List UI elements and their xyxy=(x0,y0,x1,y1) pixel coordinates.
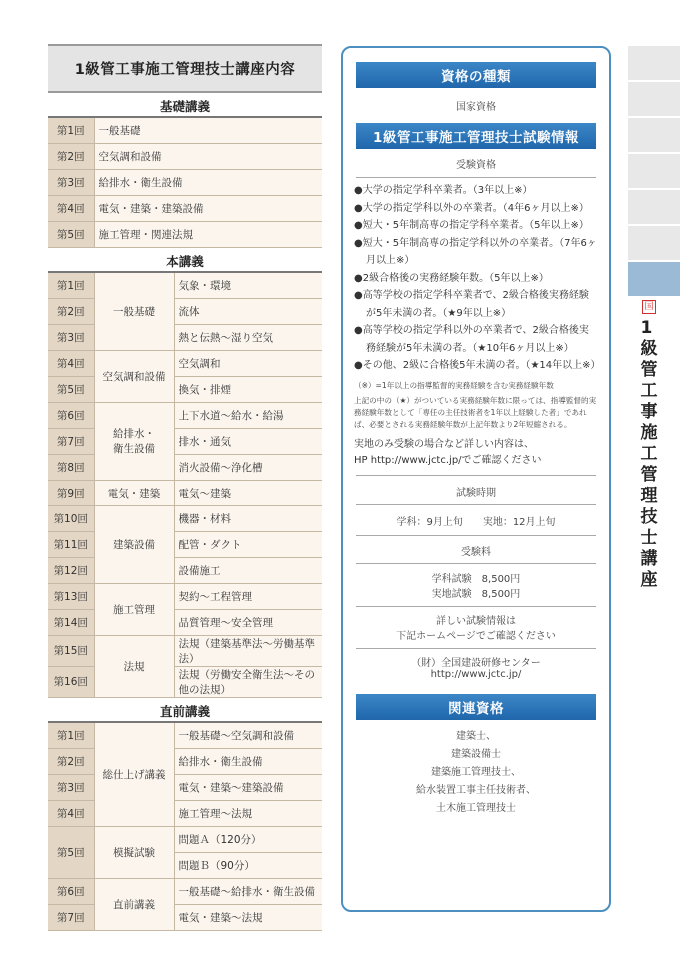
table-row xyxy=(48,170,322,196)
table-row xyxy=(48,532,322,558)
jicchi-url-line[interactable]: HP http://www.jctc.jp/でご確認ください xyxy=(354,454,542,466)
subject-group: 模擬試験 xyxy=(94,826,174,878)
side-title-char: 工 xyxy=(640,444,658,464)
hon-heading: 本講義 xyxy=(48,250,322,273)
session-topic: 施工管理・関連法規 xyxy=(94,222,322,248)
exam-info-panel xyxy=(341,46,611,912)
session-topic: 問題Ａ（120分） xyxy=(174,826,322,852)
session-number: 第5回 xyxy=(48,377,94,403)
session-topic: 消火設備～浄化槽 xyxy=(174,454,322,480)
national-badge-icon: 国 xyxy=(642,300,656,314)
index-tabs xyxy=(628,46,680,298)
side-title-char: 級 xyxy=(640,339,658,359)
session-topic: 空気調和 xyxy=(174,351,322,377)
side-title-char: 管 xyxy=(640,465,658,485)
chokuzen-heading: 直前講義 xyxy=(48,700,322,723)
table-row xyxy=(48,610,322,636)
side-title-char: 管 xyxy=(640,360,658,380)
list-item: 建築設備士 xyxy=(451,748,501,760)
side-title xyxy=(632,300,666,591)
session-topic: 電気～建築 xyxy=(174,480,322,506)
subject-group: 総仕上げ講義 xyxy=(94,723,174,827)
session-topic: 契約～工程管理 xyxy=(174,584,322,610)
index-tab[interactable] xyxy=(628,226,680,260)
session-topic: 問題Ｂ（90分） xyxy=(174,852,322,878)
session-number: 第11回 xyxy=(48,532,94,558)
side-title-char: 座 xyxy=(640,570,658,590)
table-row xyxy=(48,723,322,749)
table-row xyxy=(48,325,322,351)
side-title-char: 工 xyxy=(640,381,658,401)
session-topic: 法規（労働安全衛生法～その他の法規） xyxy=(174,666,322,697)
session-number: 第8回 xyxy=(48,454,94,480)
list-item: ●短大・5年制高専の指定学科以外の卒業者。（7年6ヶ月以上※） xyxy=(354,237,597,266)
session-topic: 配管・ダクト xyxy=(174,532,322,558)
table-row xyxy=(48,118,322,144)
subject-group: 建築設備 xyxy=(94,506,174,584)
session-number: 第9回 xyxy=(48,480,94,506)
table-row xyxy=(48,402,322,428)
kiso-heading: 基礎講義 xyxy=(48,95,322,118)
session-number: 第6回 xyxy=(48,402,94,428)
side-title-char: 1 xyxy=(640,318,653,338)
session-topic: 流体 xyxy=(174,299,322,325)
session-topic: 施工管理～法規 xyxy=(174,801,322,827)
qualification-type-heading: 資格の種類 xyxy=(356,62,596,88)
table-row xyxy=(48,801,322,827)
table-row xyxy=(48,584,322,610)
index-tab-active[interactable] xyxy=(628,262,680,296)
index-tab[interactable] xyxy=(628,118,680,152)
eligibility-label: 受験資格 xyxy=(456,160,496,171)
subject-group: 直前講義 xyxy=(94,878,174,930)
session-number: 第16回 xyxy=(48,666,94,697)
table-row xyxy=(48,351,322,377)
exam-fee-label: 受験料 xyxy=(461,546,491,558)
exam-info-heading: 1級管工事施工管理技士試験情報 xyxy=(356,123,596,149)
footnote: （※）=1年以上の指導監督的実務経験を含む実務経験年数 xyxy=(354,380,554,390)
table-row xyxy=(48,506,322,532)
session-topic: 給排水・衛生設備 xyxy=(94,170,322,196)
session-number: 第5回 xyxy=(48,222,94,248)
side-title-char: 講 xyxy=(640,549,658,569)
session-number: 第2回 xyxy=(48,749,94,775)
session-topic: 排水・通気 xyxy=(174,428,322,454)
list-item: ●高等学校の指定学科以外の卒業者で、2級合格後実務経験が5年未満の者。（★10年6ヶ月以上※） xyxy=(354,325,589,354)
session-number: 第4回 xyxy=(48,351,94,377)
subject-group: 法規 xyxy=(94,635,174,697)
session-number: 第10回 xyxy=(48,506,94,532)
session-number: 第4回 xyxy=(48,801,94,827)
session-topic: 一般基礎～空気調和設備 xyxy=(174,723,322,749)
session-topic: 電気・建築～建築設備 xyxy=(174,775,322,801)
session-topic: 法規（建築基準法～労働基準法） xyxy=(174,635,322,666)
session-topic: 電気・建築・建築設備 xyxy=(94,196,322,222)
list-item: ●2級合格後の実務経験年数。（5年以上※） xyxy=(354,272,549,284)
jicchi-info-line: 実地のみ受験の場合など詳しい内容は、 xyxy=(354,438,534,450)
side-title-char: 技 xyxy=(640,507,658,527)
side-title-char: 事 xyxy=(640,402,658,422)
table-row xyxy=(48,377,322,403)
index-tab[interactable] xyxy=(628,46,680,80)
table-row xyxy=(48,299,322,325)
session-topic: 一般基礎～給排水・衛生設備 xyxy=(174,878,322,904)
subject-group: 給排水・ 衛生設備 xyxy=(94,402,174,480)
subject-group: 空気調和設備 xyxy=(94,351,174,403)
session-number: 第4回 xyxy=(48,196,94,222)
table-row xyxy=(48,666,322,697)
detail-info-line: 詳しい試験情報は xyxy=(436,615,516,627)
table-row xyxy=(48,904,322,930)
exam-fee-line: 学科試験 8,500円 xyxy=(431,573,521,585)
session-topic: 機器・材料 xyxy=(174,506,322,532)
session-topic: 熱と伝熱～湿り空気 xyxy=(174,325,322,351)
list-item: 建築施工管理技士、 xyxy=(431,766,521,778)
kiso-table xyxy=(48,118,322,248)
session-number: 第6回 xyxy=(48,878,94,904)
index-tab[interactable] xyxy=(628,154,680,188)
table-row xyxy=(48,144,322,170)
table-row xyxy=(48,826,322,852)
list-item: ●その他、2級に合格後5年未満の者。（★14年以上※） xyxy=(354,360,601,371)
footnote-detail: 上記の中の（★）がついている実務経験年数に限っては、指導監督的実務経験年数として「専任の主任技術者を1年以上経験した者」であれば、必要とされる実務経験年数が上記年数より2年短縮される。 xyxy=(354,395,597,429)
qualification-type-value: 国家資格 xyxy=(456,102,496,113)
session-number: 第15回 xyxy=(48,635,94,666)
session-number: 第1回 xyxy=(48,273,94,299)
session-number: 第1回 xyxy=(48,118,94,144)
session-number: 第3回 xyxy=(48,775,94,801)
hon-table xyxy=(48,273,322,698)
session-topic: 気象・環境 xyxy=(174,273,322,299)
session-topic: 給排水・衛生設備 xyxy=(174,749,322,775)
related-qualifications-heading: 関連資格 xyxy=(356,694,596,720)
session-number: 第1回 xyxy=(48,723,94,749)
session-number: 第7回 xyxy=(48,428,94,454)
session-topic: 品質管理～安全管理 xyxy=(174,610,322,636)
session-topic: 電気・建築～法規 xyxy=(174,904,322,930)
session-topic: 空気調和設備 xyxy=(94,144,322,170)
table-row xyxy=(48,454,322,480)
table-row xyxy=(48,878,322,904)
table-row xyxy=(48,196,322,222)
session-number: 第14回 xyxy=(48,610,94,636)
list-item: ●大学の指定学科以外の卒業者。（4年6ヶ月以上※） xyxy=(354,202,589,214)
chokuzen-table xyxy=(48,723,322,931)
session-number: 第2回 xyxy=(48,299,94,325)
detail-info-line: 下記ホームページでご確認ください xyxy=(396,630,556,642)
session-number: 第3回 xyxy=(48,325,94,351)
list-item: 建築士、 xyxy=(456,730,496,742)
eligibility-list xyxy=(354,182,601,375)
table-row xyxy=(48,480,322,506)
session-number: 第13回 xyxy=(48,584,94,610)
session-number: 第3回 xyxy=(48,170,94,196)
subject-group: 一般基礎 xyxy=(94,273,174,351)
list-item: ●短大・5年制高専の指定学科卒業者。（5年以上※） xyxy=(354,220,589,231)
session-topic: 換気・排煙 xyxy=(174,377,322,403)
organization-name: （財）全国建設研修センター xyxy=(411,657,541,669)
course-content-title: 1級管工事施工管理技士講座内容 xyxy=(48,44,322,93)
table-row xyxy=(48,775,322,801)
session-number: 第7回 xyxy=(48,904,94,930)
table-row xyxy=(48,749,322,775)
table-row xyxy=(48,273,322,299)
session-topic: 一般基礎 xyxy=(94,118,322,144)
list-item: 給水装置工事主任技術者、 xyxy=(416,784,536,796)
list-item: ●高等学校の指定学科卒業者で、2級合格後実務経験が5年未満の者。（★9年以上※） xyxy=(354,290,589,319)
index-tab[interactable] xyxy=(628,82,680,116)
session-topic: 設備施工 xyxy=(174,558,322,584)
table-row xyxy=(48,635,322,666)
table-row xyxy=(48,222,322,248)
subject-group: 施工管理 xyxy=(94,584,174,636)
index-tab[interactable] xyxy=(628,190,680,224)
organization-url[interactable]: http://www.jctc.jp/ xyxy=(430,668,522,680)
related-qualifications-list xyxy=(343,728,609,818)
course-content-column xyxy=(48,44,322,931)
list-item: 土木施工管理技士 xyxy=(436,802,516,814)
side-title-char: 施 xyxy=(640,423,658,443)
exam-period-value: 学科：9月上旬 実地：12月上旬 xyxy=(396,516,556,528)
table-row xyxy=(48,428,322,454)
side-title-text xyxy=(641,318,658,591)
exam-fee-line: 実地試験 8,500円 xyxy=(431,588,521,600)
side-title-char: 理 xyxy=(640,486,658,506)
table-row xyxy=(48,558,322,584)
subject-group: 電気・建築 xyxy=(94,480,174,506)
exam-period-label: 試験時期 xyxy=(456,487,496,499)
session-topic: 上下水道～給水・給湯 xyxy=(174,402,322,428)
side-title-char: 士 xyxy=(640,528,658,548)
session-number: 第2回 xyxy=(48,144,94,170)
session-number: 第5回 xyxy=(48,826,94,878)
session-number: 第12回 xyxy=(48,558,94,584)
list-item: ●大学の指定学科卒業者。（3年以上※） xyxy=(354,185,533,196)
